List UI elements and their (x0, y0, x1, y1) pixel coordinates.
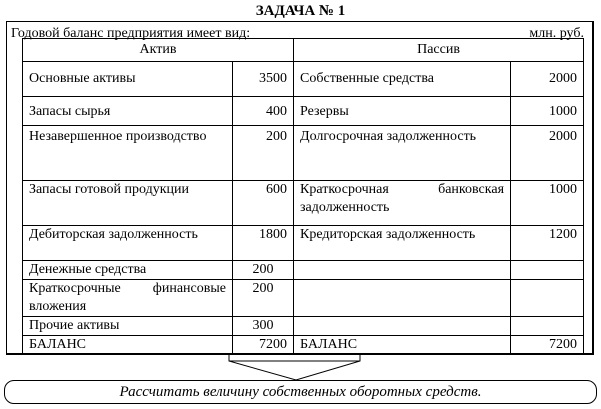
intro-text: Годовой баланс предприятия имеет вид: (11, 26, 251, 41)
asset-name: Краткосрочные финансовые вложения (23, 280, 233, 317)
liability-value: 1200 (511, 226, 584, 261)
asset-value: 300 (233, 317, 294, 336)
asset-name: Основные активы (23, 62, 233, 97)
table-row (23, 261, 584, 280)
asset-value: 1800 (233, 226, 294, 261)
liability-value: 2000 (511, 126, 584, 181)
table-row (23, 62, 584, 97)
liability-name: Резервы (294, 97, 511, 126)
liability-total-value: 7200 (511, 336, 584, 355)
units-label: млн. руб. (529, 26, 584, 41)
asset-total-value: 7200 (233, 336, 294, 355)
table-row (23, 181, 584, 226)
table-row (23, 280, 584, 317)
asset-name: Денежные средства (23, 261, 233, 280)
asset-value: 400 (233, 97, 294, 126)
table-row (23, 126, 584, 181)
liability-value (511, 317, 584, 336)
asset-value: 200 (233, 261, 294, 280)
assets-header: Актив (23, 39, 294, 62)
asset-name: Запасы готовой продукции (23, 181, 233, 226)
asset-value: 200 (233, 126, 294, 181)
liability-value: 1000 (511, 181, 584, 226)
liabilities-header: Пассив (294, 39, 584, 62)
asset-value: 600 (233, 181, 294, 226)
liability-value (511, 261, 584, 280)
table-row (23, 226, 584, 261)
liability-total-label: БАЛАНС (294, 336, 511, 355)
table-row (23, 317, 584, 336)
liability-value: 1000 (511, 97, 584, 126)
arrow-connector (0, 348, 601, 382)
liability-name: Собственные средства (294, 62, 511, 97)
liability-name: Долгосрочная задолженность (294, 126, 511, 181)
task-heading: ЗАДАЧА № 1 (255, 3, 346, 19)
task-instruction: Рассчитать величину собственных оборотных средств. (4, 380, 597, 404)
asset-total-label: БАЛАНС (23, 336, 233, 355)
liability-name: Краткосрочная банковская задолженность (294, 181, 511, 226)
asset-name: Дебиторская задолженность (23, 226, 233, 261)
asset-name: Незавершенное производство (23, 126, 233, 181)
liability-value: 2000 (511, 62, 584, 97)
liability-name: Кредиторская задолженность (294, 226, 511, 261)
asset-name: Запасы сырья (23, 97, 233, 126)
table-row (23, 97, 584, 126)
balance-table (22, 38, 584, 355)
liability-name (294, 317, 511, 336)
liability-name (294, 280, 511, 317)
asset-value: 3500 (233, 62, 294, 97)
liability-value (511, 280, 584, 317)
asset-value: 200 (233, 280, 294, 317)
liability-name (294, 261, 511, 280)
asset-name: Прочие активы (23, 317, 233, 336)
balance-frame (6, 21, 594, 355)
table-header-row (23, 39, 584, 62)
